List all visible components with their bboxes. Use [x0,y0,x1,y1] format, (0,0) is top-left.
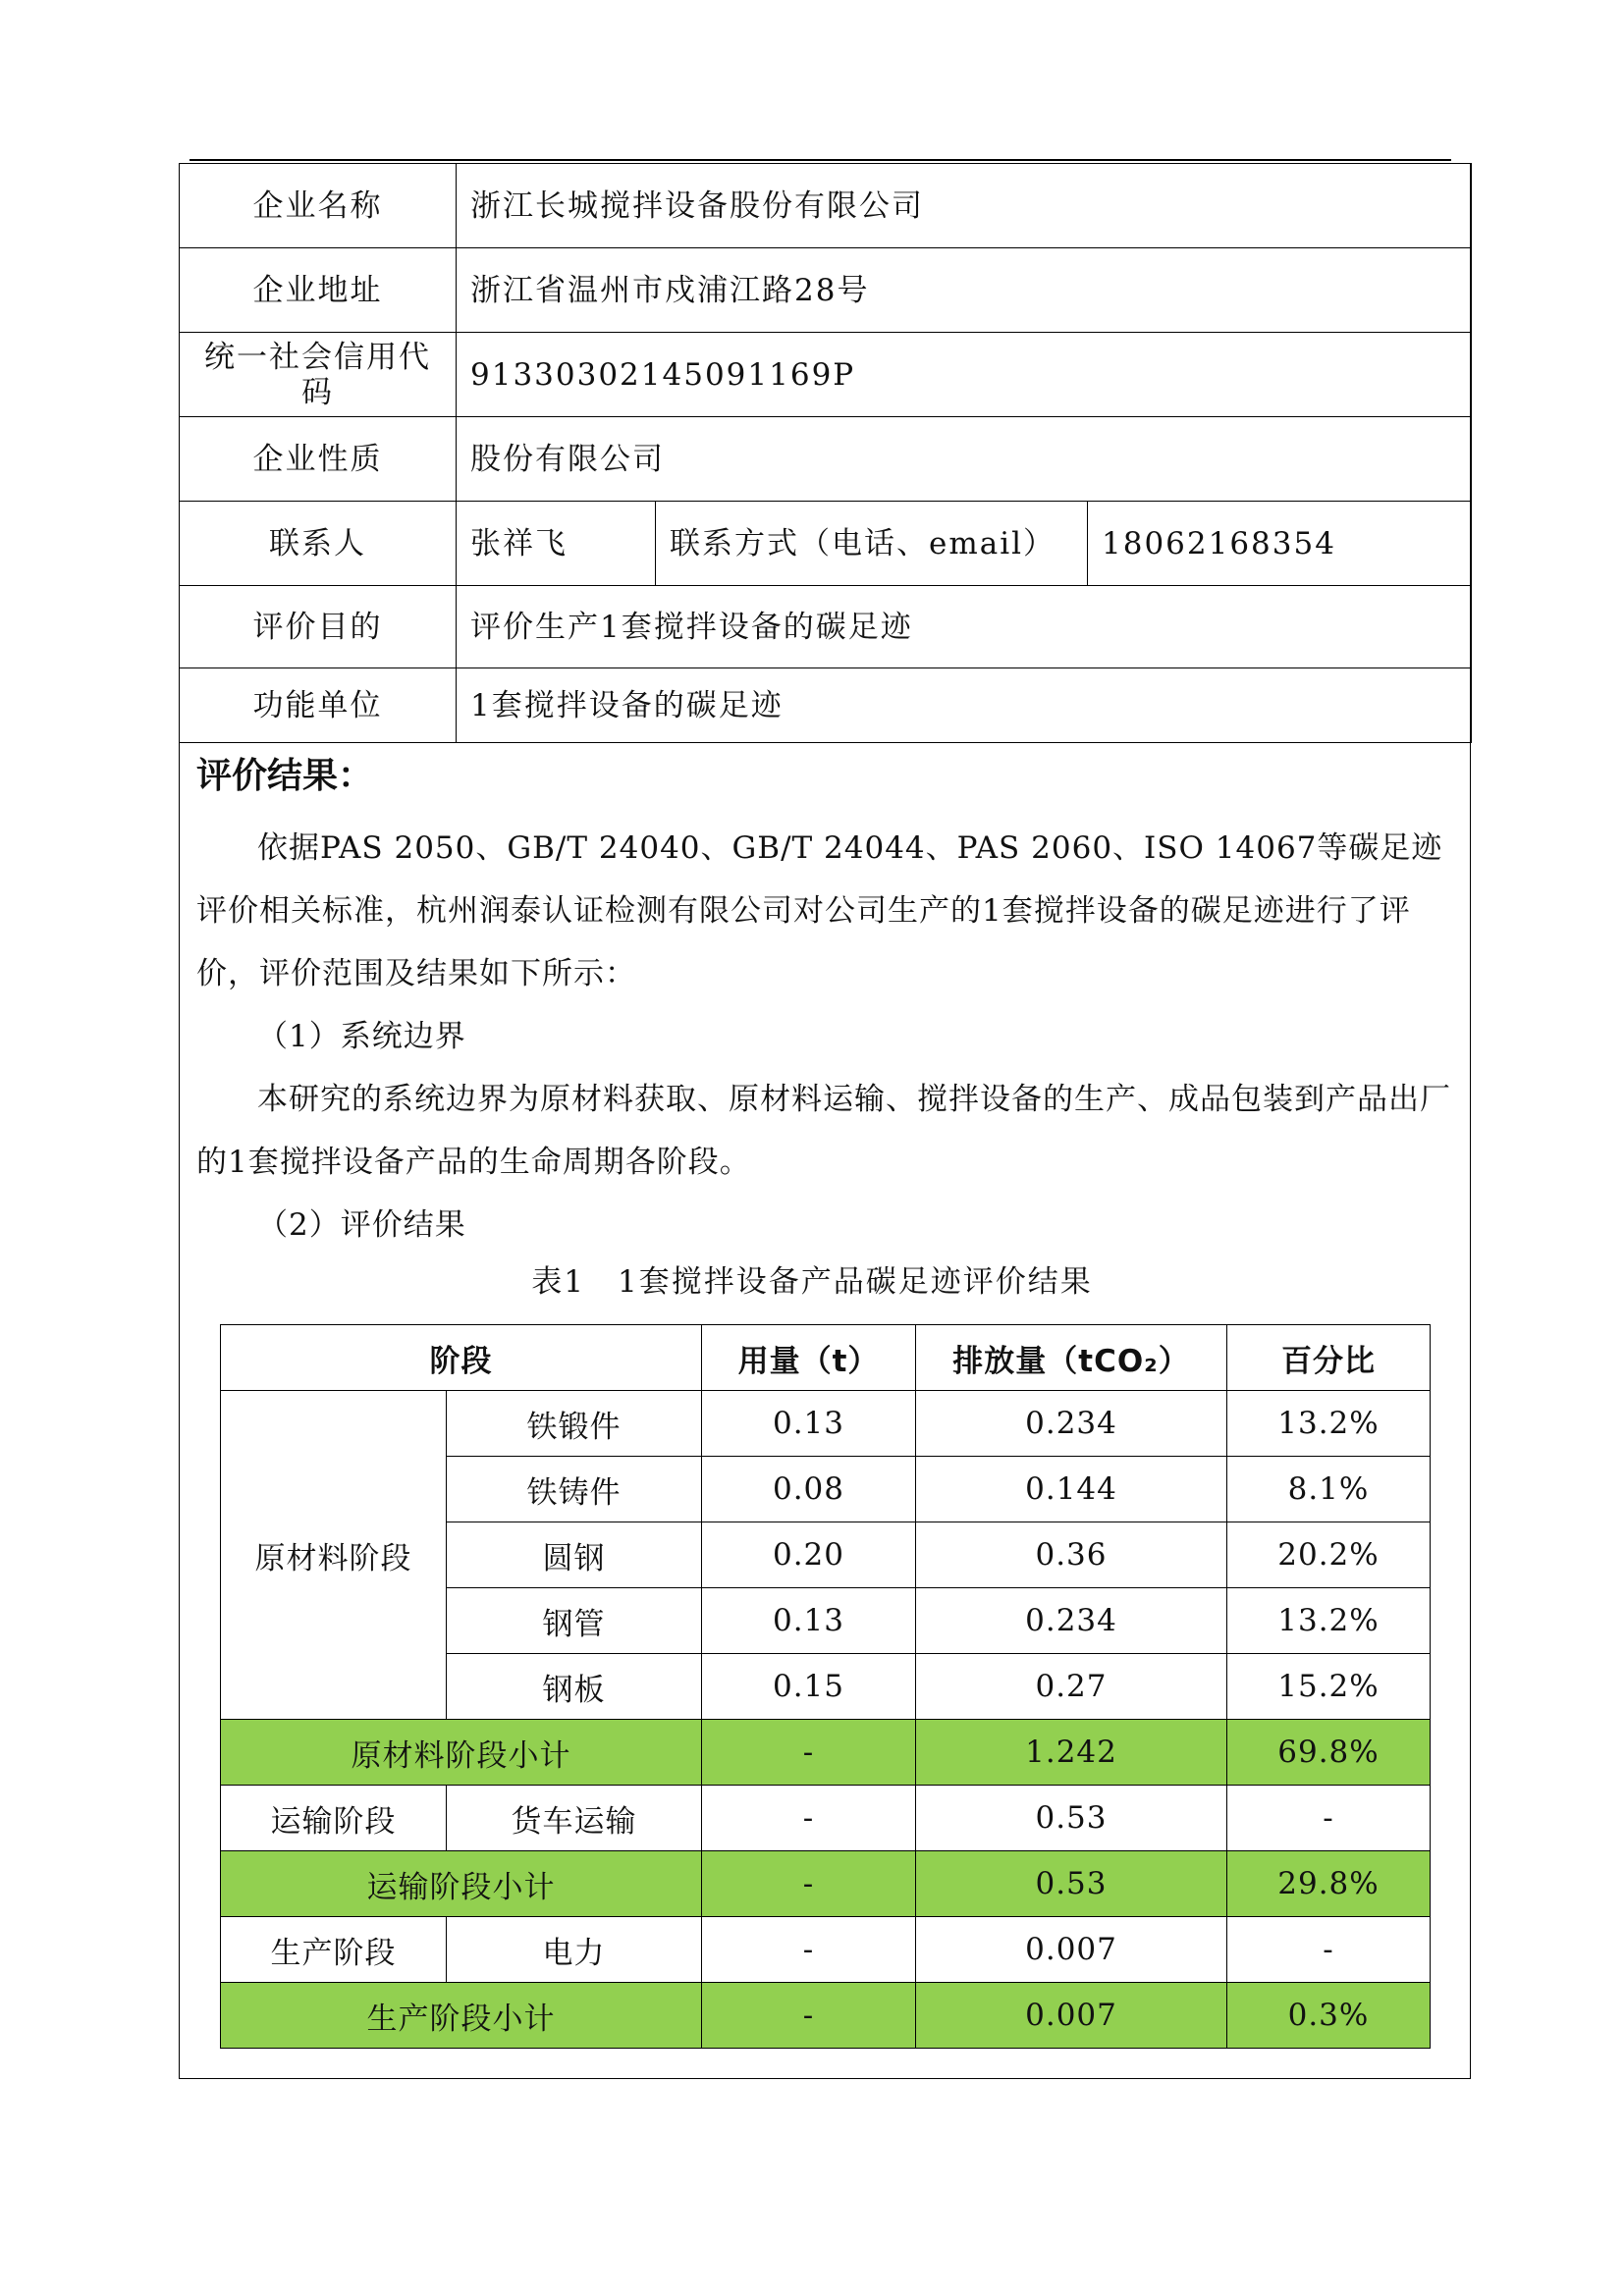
usage-cell: - [702,1917,916,1983]
value-contact: 张祥飞 [457,502,656,586]
row-credit-code [180,333,1472,417]
item-cell: 钢管 [447,1588,702,1654]
emission-cell: 0.36 [916,1522,1227,1588]
label-contact: 联系人 [180,502,457,586]
header-usage: 用量（t） [702,1325,916,1391]
label-functional-unit: 功能单位 [180,668,457,743]
subtotal-label: 运输阶段小计 [221,1851,702,1917]
table-row [221,1391,1431,1457]
emission-cell: 0.27 [916,1654,1227,1720]
emission-cell: 0.007 [916,1917,1227,1983]
item-cell: 钢板 [447,1654,702,1720]
item-cell: 电力 [447,1917,702,1983]
production-subtotal-row [221,1983,1431,2049]
row-company-nature [180,417,1472,502]
percent-cell: 13.2% [1227,1391,1431,1457]
label-company-address: 企业地址 [180,248,457,333]
value-contact-method: 18062168354 [1088,502,1472,586]
company-info-table [179,163,1472,743]
usage-cell: 0.20 [702,1522,916,1588]
value-company-address: 浙江省温州市戍浦江路28号 [457,248,1472,333]
emission-cell: 0.53 [916,1786,1227,1851]
percent-cell: 0.3% [1227,1983,1431,2049]
item-cell: 圆钢 [447,1522,702,1588]
label-company-nature: 企业性质 [180,417,457,502]
results-paragraph-1: 依据PAS 2050、GB/T 24040、GB/T 24044、PAS 2060、ISO 14067等碳足迹评价相关标准，杭州润泰认证检测有限公司对公司生产的1套搅拌设备的碳足迹进行了评价，评价范围及结果如下所示： [196,830,1443,991]
section-evaluation-results: （2）评价结果 [257,1207,466,1243]
usage-cell: 0.08 [702,1457,916,1522]
carbon-footprint-table [220,1324,1431,2049]
emission-cell: 0.144 [916,1457,1227,1522]
top-rule [189,159,1451,161]
usage-cell: - [702,1851,916,1917]
percent-cell: 29.8% [1227,1851,1431,1917]
percent-cell: 69.8% [1227,1720,1431,1786]
value-company-name: 浙江长城搅拌设备股份有限公司 [457,164,1472,248]
results-title: 评价结果： [196,756,374,796]
header-percent: 百分比 [1227,1325,1431,1391]
row-purpose [180,586,1472,668]
label-company-name: 企业名称 [180,164,457,248]
usage-cell: 0.15 [702,1654,916,1720]
usage-cell: - [702,1786,916,1851]
row-functional-unit [180,668,1472,743]
table-row [221,1786,1431,1851]
value-functional-unit: 1套搅拌设备的碳足迹 [457,668,1472,743]
label-credit-code: 统一社会信用代码 [180,333,457,417]
percent-cell: 13.2% [1227,1588,1431,1654]
table-row [221,1917,1431,1983]
label-purpose: 评价目的 [180,586,457,668]
emission-cell: 0.007 [916,1983,1227,2049]
percent-cell: - [1227,1917,1431,1983]
table-caption: 表1 1套搅拌设备产品碳足迹评价结果 [531,1264,1093,1300]
item-cell: 铁铸件 [447,1457,702,1522]
usage-cell: 0.13 [702,1588,916,1654]
percent-cell: - [1227,1786,1431,1851]
raw-material-subtotal-row [221,1720,1431,1786]
value-purpose: 评价生产1套搅拌设备的碳足迹 [457,586,1472,668]
emission-cell: 0.234 [916,1588,1227,1654]
value-company-nature: 股份有限公司 [457,417,1472,502]
stage-transport: 运输阶段 [221,1786,447,1851]
percent-cell: 8.1% [1227,1457,1431,1522]
header-stage: 阶段 [221,1325,702,1391]
section-system-boundary: （1）系统边界 [257,1019,466,1054]
stage-raw-material: 原材料阶段 [221,1391,447,1720]
value-credit-code: 91330302145091169P [457,333,1472,417]
subtotal-label: 原材料阶段小计 [221,1720,702,1786]
emission-cell: 1.242 [916,1720,1227,1786]
usage-cell: - [702,1720,916,1786]
row-contact [180,502,1472,586]
row-company-address [180,248,1472,333]
results-paragraph-2: 本研究的系统边界为原材料获取、原材料运输、搅拌设备的生产、成品包装到产品出厂的1套搅拌设备产品的生命周期各阶段。 [196,1082,1451,1180]
percent-cell: 20.2% [1227,1522,1431,1588]
emission-cell: 0.234 [916,1391,1227,1457]
transport-subtotal-row [221,1851,1431,1917]
item-cell: 铁锻件 [447,1391,702,1457]
header-emission: 排放量（tCO₂） [916,1325,1227,1391]
stage-production: 生产阶段 [221,1917,447,1983]
emission-cell: 0.53 [916,1851,1227,1917]
subtotal-label: 生产阶段小计 [221,1983,702,2049]
usage-cell: - [702,1983,916,2049]
usage-cell: 0.13 [702,1391,916,1457]
item-cell: 货车运输 [447,1786,702,1851]
row-company-name [180,164,1472,248]
percent-cell: 15.2% [1227,1654,1431,1720]
label-contact-method: 联系方式（电话、email） [656,502,1088,586]
table-header-row [221,1325,1431,1391]
